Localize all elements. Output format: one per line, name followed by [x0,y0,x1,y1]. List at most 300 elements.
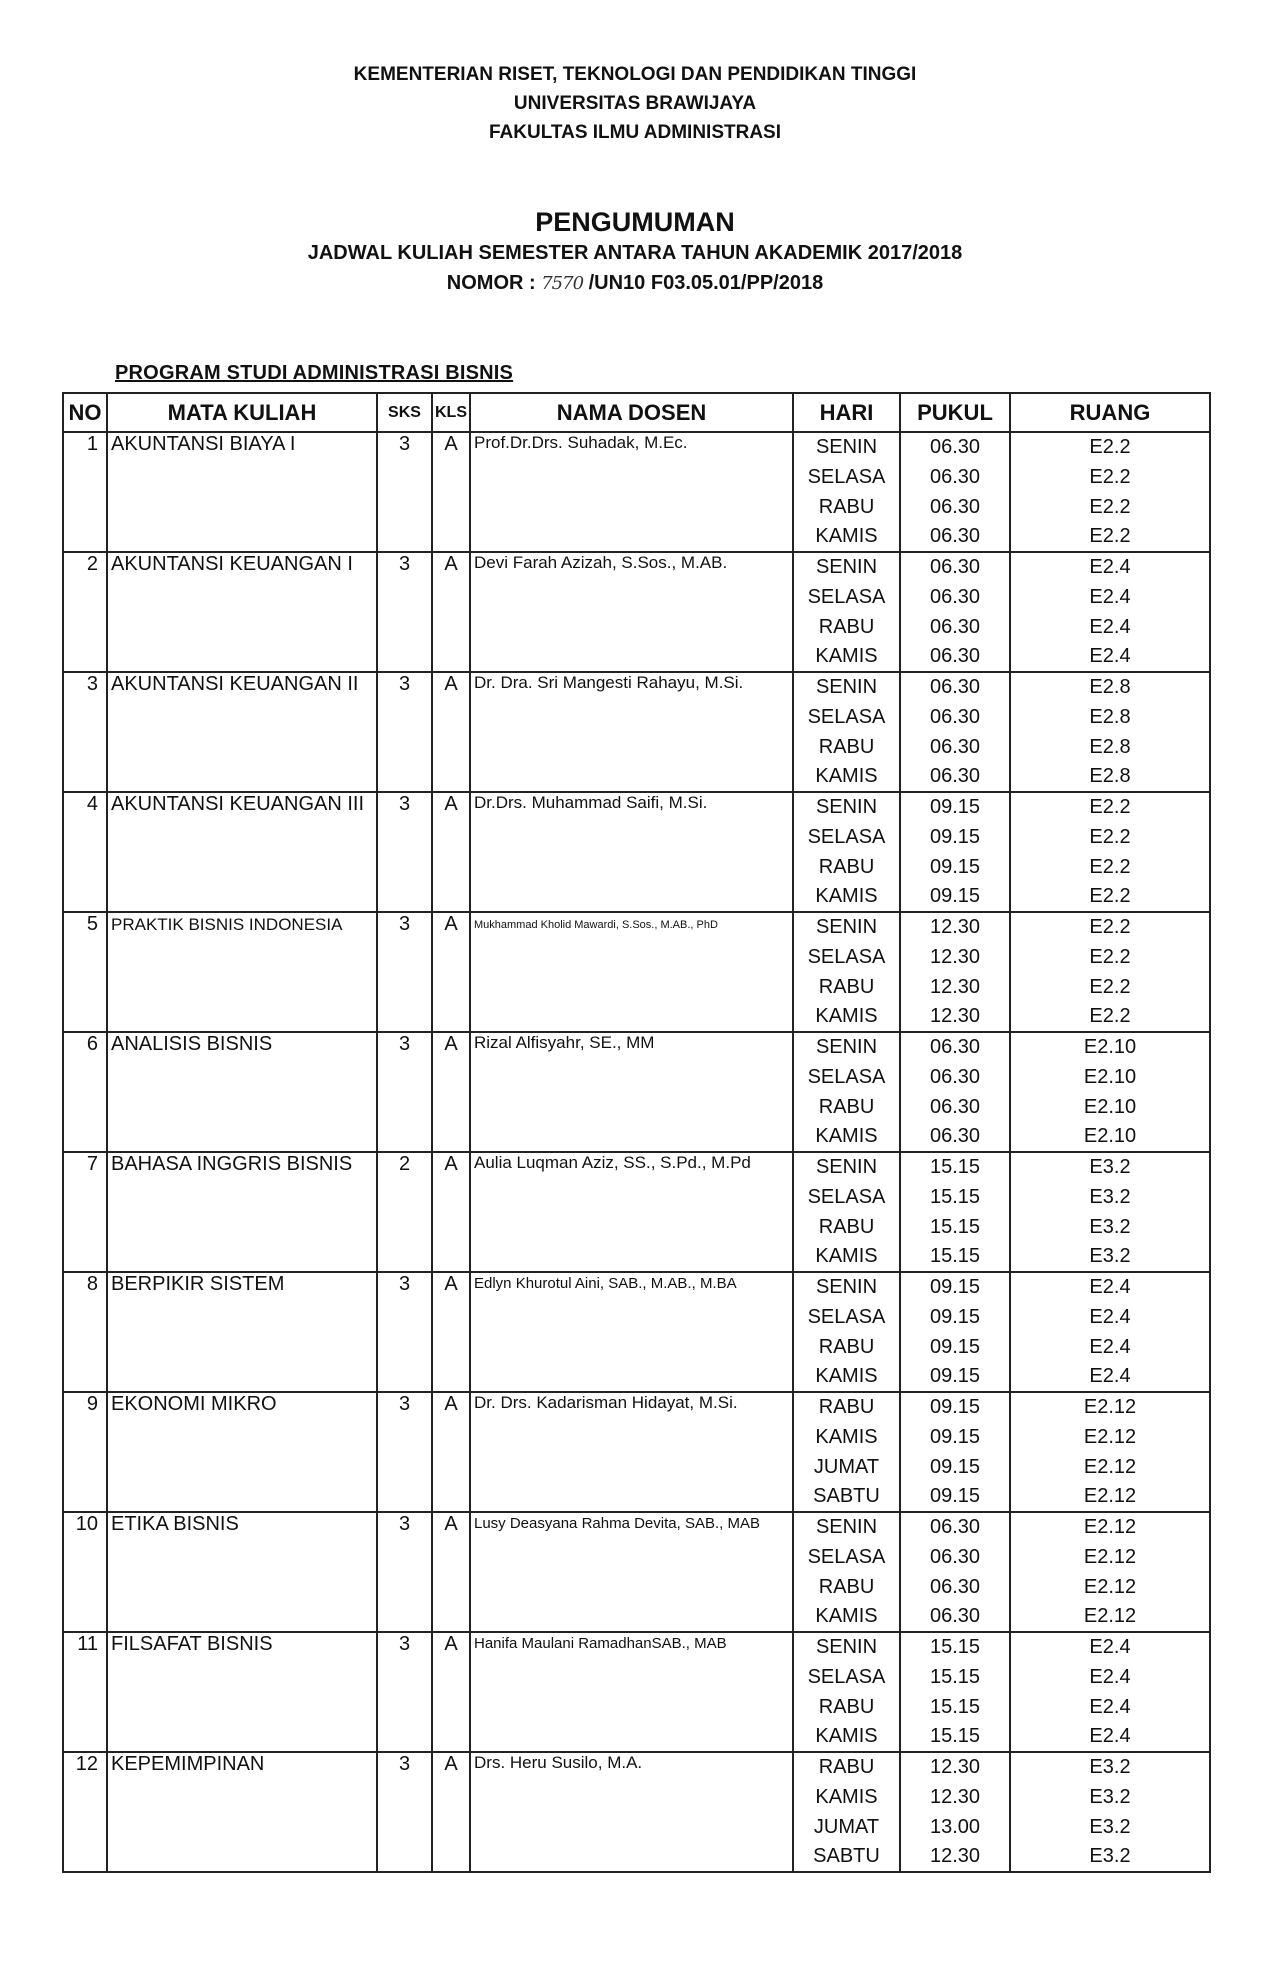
col-header-ruang: RUANG [1010,393,1210,432]
empty-cell [432,582,470,612]
empty-cell [63,972,107,1002]
course-sks: 3 [377,1752,432,1782]
table-row [63,732,1210,762]
table-row [63,1422,1210,1452]
session-day: KAMIS [793,1002,900,1032]
empty-cell [470,582,793,612]
empty-cell [470,942,793,972]
course-name: BAHASA INGGRIS BISNIS [107,1152,377,1182]
session-day: SENIN [793,1632,900,1662]
empty-cell [63,642,107,672]
session-room: E2.12 [1010,1572,1210,1602]
course-no: 10 [63,1512,107,1542]
session-room: E2.2 [1010,522,1210,552]
empty-cell [107,1422,377,1452]
empty-cell [377,702,432,732]
session-day: KAMIS [793,522,900,552]
empty-cell [470,1602,793,1632]
empty-cell [470,1002,793,1032]
course-no: 3 [63,672,107,702]
session-room: E2.12 [1010,1422,1210,1452]
course-name: AKUNTANSI KEUANGAN II [107,672,377,702]
empty-cell [470,702,793,732]
empty-cell [107,1722,377,1752]
empty-cell [107,702,377,732]
session-time: 06.30 [900,702,1010,732]
course-sks: 3 [377,1512,432,1542]
table-row [63,672,1210,702]
session-time: 06.30 [900,522,1010,552]
table-row [63,762,1210,792]
session-time: 12.30 [900,1842,1010,1872]
empty-cell [63,1062,107,1092]
session-room: E2.4 [1010,1662,1210,1692]
empty-cell [377,1182,432,1212]
session-day: RABU [793,1692,900,1722]
table-row [63,582,1210,612]
empty-cell [107,822,377,852]
empty-cell [432,882,470,912]
session-time: 09.15 [900,792,1010,822]
handwritten-number: 7570 [541,273,584,294]
empty-cell [63,1482,107,1512]
session-day: KAMIS [793,1782,900,1812]
session-time: 06.30 [900,1572,1010,1602]
course-no: 5 [63,912,107,942]
schedule-subtitle: JADWAL KULIAH SEMESTER ANTARA TAHUN AKADEMIK 2017/2018 [307,242,963,264]
course-name: KEPEMIMPINAN [107,1752,377,1782]
table-row [63,1482,1210,1512]
empty-cell [432,1182,470,1212]
empty-cell [63,882,107,912]
session-day: JUMAT [793,1452,900,1482]
table-row [63,1362,1210,1392]
empty-cell [63,1662,107,1692]
table-row [63,462,1210,492]
session-room: E2.12 [1010,1542,1210,1572]
empty-cell [63,1782,107,1812]
announcement-title: PENGUMUMAN [535,207,735,237]
session-time: 09.15 [900,1422,1010,1452]
session-day: SELASA [793,702,900,732]
col-header-mata-kuliah: MATA KULIAH [107,393,377,432]
session-room: E2.12 [1010,1392,1210,1422]
session-day: SENIN [793,792,900,822]
empty-cell [432,1482,470,1512]
lecturer-name: Edlyn Khurotul Aini, SAB., M.AB., M.BA [470,1272,793,1302]
course-name: PRAKTIK BISNIS INDONESIA [107,912,377,942]
table-row [63,1512,1210,1542]
empty-cell [470,762,793,792]
empty-cell [107,642,377,672]
session-day: KAMIS [793,1362,900,1392]
course-sks: 3 [377,1632,432,1662]
session-room: E3.2 [1010,1752,1210,1782]
session-day: KAMIS [793,1422,900,1452]
session-day: SELASA [793,822,900,852]
empty-cell [432,1692,470,1722]
session-room: E2.8 [1010,672,1210,702]
session-time: 09.15 [900,1272,1010,1302]
course-kls: A [432,672,470,702]
empty-cell [377,942,432,972]
empty-cell [432,1422,470,1452]
session-time: 06.30 [900,582,1010,612]
empty-cell [432,1212,470,1242]
empty-cell [470,1092,793,1122]
empty-cell [432,732,470,762]
session-room: E3.2 [1010,1152,1210,1182]
session-room: E2.2 [1010,912,1210,942]
empty-cell [107,1002,377,1032]
empty-cell [63,852,107,882]
session-room: E2.2 [1010,462,1210,492]
empty-cell [377,582,432,612]
session-room: E2.4 [1010,1692,1210,1722]
empty-cell [377,732,432,762]
empty-cell [470,1332,793,1362]
session-day: RABU [793,1392,900,1422]
empty-cell [107,582,377,612]
empty-cell [107,882,377,912]
course-name: AKUNTANSI BIAYA I [107,432,377,462]
empty-cell [107,852,377,882]
course-kls: A [432,432,470,462]
session-room: E2.10 [1010,1122,1210,1152]
empty-cell [377,1812,432,1842]
empty-cell [63,1182,107,1212]
course-kls: A [432,1392,470,1422]
table-row [63,1632,1210,1662]
session-time: 09.15 [900,1332,1010,1362]
empty-cell [377,1602,432,1632]
empty-cell [63,1602,107,1632]
table-row [63,1152,1210,1182]
empty-cell [470,1122,793,1152]
empty-cell [107,1062,377,1092]
session-time: 15.15 [900,1632,1010,1662]
faculty-heading: FAKULTAS ILMU ADMINISTRASI [488,122,781,143]
session-time: 12.30 [900,1752,1010,1782]
table-row [63,1542,1210,1572]
empty-cell [107,1182,377,1212]
empty-cell [432,1302,470,1332]
col-header-no: NO [63,393,107,432]
session-time: 06.30 [900,462,1010,492]
table-row [63,702,1210,732]
session-day: RABU [793,1092,900,1122]
empty-cell [470,1062,793,1092]
session-day: RABU [793,492,900,522]
empty-cell [470,492,793,522]
session-day: RABU [793,852,900,882]
session-time: 12.30 [900,1002,1010,1032]
session-day: SENIN [793,1032,900,1062]
table-row [63,912,1210,942]
table-row [63,612,1210,642]
empty-cell [470,462,793,492]
empty-cell [432,1362,470,1392]
session-room: E3.2 [1010,1182,1210,1212]
empty-cell [107,1542,377,1572]
empty-cell [470,1362,793,1392]
empty-cell [377,822,432,852]
empty-cell [432,1062,470,1092]
table-row [63,522,1210,552]
course-sks: 3 [377,1032,432,1062]
session-day: KAMIS [793,1242,900,1272]
session-day: SELASA [793,462,900,492]
empty-cell [470,1302,793,1332]
session-day: RABU [793,1752,900,1782]
empty-cell [63,1722,107,1752]
empty-cell [470,972,793,1002]
empty-cell [377,1542,432,1572]
session-day: RABU [793,1212,900,1242]
empty-cell [377,1482,432,1512]
empty-cell [470,822,793,852]
lecturer-name: Mukhammad Kholid Mawardi, S.Sos., M.AB., PhD [470,912,793,942]
empty-cell [63,1362,107,1392]
table-row [63,1272,1210,1302]
empty-cell [470,1422,793,1452]
session-time: 15.15 [900,1242,1010,1272]
course-sks: 3 [377,1272,432,1302]
empty-cell [432,852,470,882]
empty-cell [377,1122,432,1152]
empty-cell [470,1452,793,1482]
session-day: SELASA [793,1542,900,1572]
table-row [63,432,1210,462]
empty-cell [432,462,470,492]
session-room: E2.4 [1010,642,1210,672]
empty-cell [63,942,107,972]
session-time: 15.15 [900,1212,1010,1242]
empty-cell [470,882,793,912]
empty-cell [432,942,470,972]
empty-cell [470,522,793,552]
session-day: SENIN [793,1512,900,1542]
course-name: EKONOMI MIKRO [107,1392,377,1422]
table-row [63,1752,1210,1782]
empty-cell [432,1572,470,1602]
col-header-sks: SKS [377,393,432,432]
session-time: 06.30 [900,1062,1010,1092]
course-no: 11 [63,1632,107,1662]
empty-cell [107,462,377,492]
table-row [63,1392,1210,1422]
session-day: SELASA [793,1182,900,1212]
empty-cell [377,1242,432,1272]
lecturer-name: Hanifa Maulani RamadhanSAB., MAB [470,1632,793,1662]
course-no: 4 [63,792,107,822]
program-title: PROGRAM STUDI ADMINISTRASI BISNIS [115,362,514,384]
empty-cell [432,522,470,552]
empty-cell [377,1842,432,1872]
empty-cell [377,1332,432,1362]
empty-cell [63,1302,107,1332]
session-room: E2.12 [1010,1512,1210,1542]
session-day: RABU [793,732,900,762]
session-time: 09.15 [900,882,1010,912]
table-row [63,852,1210,882]
empty-cell [377,1662,432,1692]
session-day: RABU [793,972,900,1002]
course-kls: A [432,552,470,582]
table-row [63,792,1210,822]
table-row [63,1122,1210,1152]
table-row [63,1002,1210,1032]
session-time: 06.30 [900,672,1010,702]
empty-cell [107,972,377,1002]
table-row [63,882,1210,912]
course-no: 1 [63,432,107,462]
session-room: E2.4 [1010,1362,1210,1392]
nomor-suffix: /UN10 F03.05.01/PP/2018 [588,272,824,294]
course-no: 7 [63,1152,107,1182]
empty-cell [470,1812,793,1842]
empty-cell [470,852,793,882]
session-room: E2.2 [1010,492,1210,522]
col-header-nama-dosen: NAMA DOSEN [470,393,793,432]
empty-cell [107,1242,377,1272]
session-day: SENIN [793,1272,900,1302]
session-day: KAMIS [793,882,900,912]
empty-cell [63,492,107,522]
empty-cell [63,822,107,852]
lecturer-name: Devi Farah Azizah, S.Sos., M.AB. [470,552,793,582]
table-row [63,642,1210,672]
session-room: E2.10 [1010,1032,1210,1062]
empty-cell [470,1662,793,1692]
table-row [63,1302,1210,1332]
empty-cell [470,1842,793,1872]
empty-cell [63,582,107,612]
empty-cell [107,1602,377,1632]
course-kls: A [432,1512,470,1542]
session-time: 09.15 [900,1482,1010,1512]
session-room: E2.10 [1010,1062,1210,1092]
empty-cell [377,972,432,1002]
table-row [63,1812,1210,1842]
course-name: ETIKA BISNIS [107,1512,377,1542]
col-header-hari: HARI [793,393,900,432]
course-sks: 2 [377,1152,432,1182]
empty-cell [377,1722,432,1752]
session-time: 09.15 [900,1362,1010,1392]
session-room: E2.2 [1010,792,1210,822]
session-room: E2.2 [1010,942,1210,972]
empty-cell [107,1662,377,1692]
session-room: E3.2 [1010,1782,1210,1812]
session-room: E2.2 [1010,432,1210,462]
empty-cell [63,1572,107,1602]
session-time: 06.30 [900,1032,1010,1062]
empty-cell [107,1452,377,1482]
empty-cell [63,732,107,762]
empty-cell [63,762,107,792]
empty-cell [470,642,793,672]
empty-cell [63,1542,107,1572]
session-time: 09.15 [900,822,1010,852]
session-day: KAMIS [793,1722,900,1752]
empty-cell [470,612,793,642]
empty-cell [107,942,377,972]
empty-cell [107,522,377,552]
session-day: RABU [793,1332,900,1362]
empty-cell [432,612,470,642]
empty-cell [63,612,107,642]
empty-cell [377,762,432,792]
empty-cell [63,702,107,732]
empty-cell [63,1812,107,1842]
table-row [63,822,1210,852]
session-time: 15.15 [900,1692,1010,1722]
empty-cell [63,522,107,552]
session-room: E2.2 [1010,972,1210,1002]
session-time: 06.30 [900,1542,1010,1572]
empty-cell [107,1302,377,1332]
session-room: E2.2 [1010,852,1210,882]
course-sks: 3 [377,552,432,582]
session-time: 06.30 [900,432,1010,462]
empty-cell [63,1212,107,1242]
ministry-heading: KEMENTERIAN RISET, TEKNOLOGI DAN PENDIDIKAN TINGGI [353,64,917,85]
lecturer-name: Lusy Deasyana Rahma Devita, SAB., MAB [470,1512,793,1542]
session-time: 15.15 [900,1662,1010,1692]
session-room: E3.2 [1010,1842,1210,1872]
empty-cell [377,1302,432,1332]
session-room: E2.12 [1010,1452,1210,1482]
course-no: 12 [63,1752,107,1782]
empty-cell [107,762,377,792]
session-room: E3.2 [1010,1812,1210,1842]
empty-cell [470,1242,793,1272]
session-day: SENIN [793,432,900,462]
course-sks: 3 [377,912,432,942]
empty-cell [377,1782,432,1812]
empty-cell [432,1842,470,1872]
empty-cell [107,1122,377,1152]
session-time: 15.15 [900,1722,1010,1752]
session-day: SELASA [793,1662,900,1692]
course-sks: 3 [377,1392,432,1422]
session-day: KAMIS [793,1122,900,1152]
session-day: RABU [793,1572,900,1602]
session-day: SENIN [793,1152,900,1182]
table-row [63,1722,1210,1752]
empty-cell [377,1002,432,1032]
course-sks: 3 [377,672,432,702]
course-kls: A [432,792,470,822]
session-room: E2.4 [1010,1302,1210,1332]
session-time: 06.30 [900,612,1010,642]
course-name: FILSAFAT BISNIS [107,1632,377,1662]
table-row [63,1242,1210,1272]
empty-cell [377,1422,432,1452]
empty-cell [432,1122,470,1152]
empty-cell [470,1692,793,1722]
table-row [63,1572,1210,1602]
session-day: SENIN [793,912,900,942]
course-name: AKUNTANSI KEUANGAN I [107,552,377,582]
session-time: 09.15 [900,1392,1010,1422]
table-row [63,1662,1210,1692]
table-row [63,552,1210,582]
table-row [63,1062,1210,1092]
lecturer-name: Dr. Drs. Kadarisman Hidayat, M.Si. [470,1392,793,1422]
empty-cell [107,1332,377,1362]
